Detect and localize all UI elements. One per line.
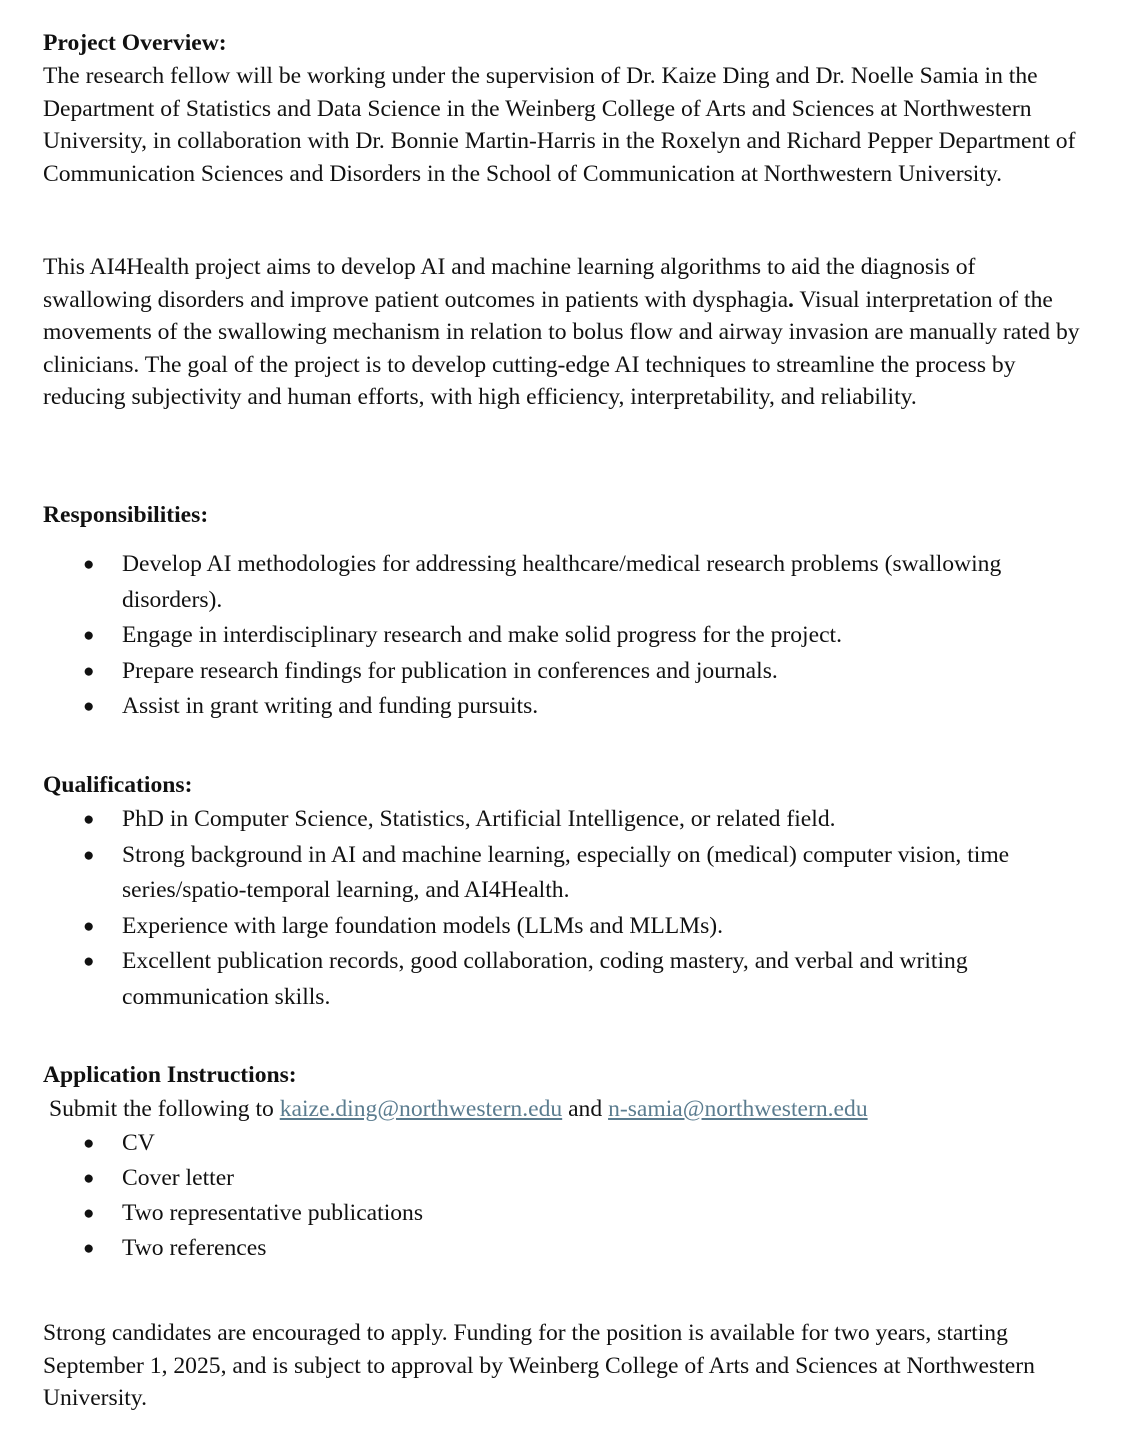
- list-item: [43, 838, 1103, 909]
- list-item-text: Excellent publication records, good collaboration, coding mastery, and verbal and writing communication skills.: [122, 948, 968, 1010]
- list-item-text: Two references: [122, 1235, 267, 1261]
- bullet-dot-icon: ●: [83, 554, 95, 575]
- qualifications-list: [43, 802, 1103, 1015]
- project-overview-heading: Project Overview:: [43, 30, 227, 56]
- list-item-text: Engage in interdisciplinary research and make solid progress for the project.: [122, 622, 843, 648]
- project-description-bold-period: .: [788, 286, 794, 313]
- project-description-part1: This AI4Health project aims to develop AI and machine learning algorithms to aid the diagnosis of swallowing disorders and improve patient outcomes in patients with dysphagia: [43, 254, 976, 313]
- list-item-text: Experience with large foundation models (LLMs and MLLMs).: [122, 912, 724, 939]
- responsibilities-section: [43, 499, 1103, 725]
- responsibilities-heading: Responsibilities:: [43, 502, 209, 528]
- list-item: [43, 909, 1103, 945]
- list-item-text: Prepare research findings for publication in conferences and journals.: [122, 657, 778, 684]
- application-materials-list: [43, 1126, 1083, 1266]
- bullet-dot-icon: ●: [83, 696, 95, 717]
- submit-prefix-text: Submit the following to: [49, 1096, 280, 1122]
- bullet-dot-icon: ●: [83, 915, 95, 937]
- list-item-text: CV: [122, 1130, 155, 1156]
- project-description-part2: Visual interpretation of the movements of the swallowing mechanism in relation to bolus flow and airway invasion are manually rated by clinicians. The goal of the project is to develop cutting-edge AI techniques to streamline the process by reducing subjectivity and human efforts, with high efficiency, interpretability, and reliability.: [43, 286, 1080, 411]
- list-item: [43, 1126, 1083, 1161]
- list-item: [43, 944, 1103, 1015]
- list-item: [43, 547, 1103, 618]
- project-overview-text: The research fellow will be working under the supervision of Dr. Kaize Ding and Dr. Noelle Samia in the Department of Statistics and Data Science in the Weinberg College of Arts and Sciences at Northwestern University, in collaboration with Dr. Bonnie Martin-Harris in the Roxelyn and Richard Pepper Department of Communication Sciences and Disorders in the School of Communication at Northwestern University.: [43, 63, 1076, 187]
- list-item: [43, 1231, 1083, 1266]
- list-item: [43, 1161, 1083, 1196]
- bullet-dot-icon: ●: [83, 1203, 95, 1224]
- list-item: [43, 802, 1103, 838]
- qualifications-heading: Qualifications:: [43, 772, 193, 798]
- submit-instructions: [43, 1092, 1083, 1126]
- list-item: [43, 689, 1103, 725]
- list-item-text: Assist in grant writing and funding pursuits.: [122, 693, 539, 719]
- bullet-dot-icon: ●: [83, 660, 95, 682]
- email-link-samia[interactable]: n-samia@northwestern.edu: [608, 1096, 868, 1122]
- list-item-text: PhD in Computer Science, Statistics, Artificial Intelligence, or related field.: [122, 806, 836, 832]
- and-text: and: [562, 1096, 609, 1122]
- project-overview-section: [43, 27, 1103, 190]
- responsibilities-list: [43, 547, 1103, 725]
- project-description-text: [43, 251, 1083, 414]
- list-item-text: Two representative publications: [122, 1200, 424, 1226]
- bullet-dot-icon: ●: [83, 1168, 95, 1189]
- list-item-text: Develop AI methodologies for addressing healthcare/medical research problems (swallowing disorders).: [122, 551, 1002, 613]
- bullet-dot-icon: ●: [83, 951, 95, 972]
- bullet-dot-icon: ●: [83, 625, 95, 646]
- bullet-dot-icon: ●: [83, 844, 95, 866]
- bullet-dot-icon: ●: [83, 1238, 95, 1259]
- bullet-dot-icon: ●: [83, 1133, 95, 1154]
- list-item-text: Strong background in AI and machine learning, especially on (medical) computer vision, time series/spatio-temporal learning, and AI4Health.: [122, 841, 1010, 903]
- application-instructions-heading: Application Instructions:: [43, 1062, 297, 1088]
- list-item: [43, 618, 1103, 654]
- application-instructions-section: [43, 1059, 1083, 1266]
- list-item-text: Cover letter: [122, 1165, 235, 1191]
- project-description-section: [43, 251, 1083, 414]
- closing-section: [43, 1317, 1083, 1415]
- list-item: [43, 1196, 1083, 1231]
- list-item: [43, 654, 1103, 690]
- qualifications-section: [43, 769, 1103, 1015]
- bullet-dot-icon: ●: [83, 809, 95, 830]
- email-link-kaize[interactable]: kaize.ding@northwestern.edu: [279, 1096, 563, 1122]
- closing-text: Strong candidates are encouraged to apply. Funding for the position is available for two years, starting September 1, 2025, and is subject to approval by Weinberg College of Arts and Sciences at Northwestern University.: [43, 1320, 1035, 1412]
